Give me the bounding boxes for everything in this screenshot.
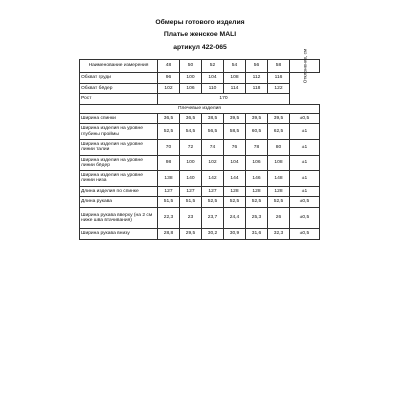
- cell-value: 70: [158, 139, 180, 155]
- name-column-header: Наименование измерения: [80, 60, 158, 73]
- cell-value: 108: [224, 73, 246, 84]
- cell-value: 25,3: [246, 207, 268, 228]
- row-name: Ширина изделия на уровне линии низа: [80, 171, 158, 187]
- row-name: Обхват груди: [80, 73, 158, 84]
- tolerance-value: ±1: [290, 186, 320, 197]
- cell-value: 106: [180, 83, 202, 94]
- header-row: [80, 60, 320, 73]
- size-header: 52: [202, 60, 224, 73]
- cell-value: 30,9: [224, 228, 246, 239]
- row-name: Ширина рукава внизу: [80, 228, 158, 239]
- tolerance-value: ±1: [290, 155, 320, 171]
- cell-value: 39,5: [246, 113, 268, 124]
- row-name: Обхват бёдер: [80, 83, 158, 94]
- cell-value: 122: [268, 83, 290, 94]
- table-row: [80, 155, 320, 171]
- cell-value: 128: [268, 186, 290, 197]
- cell-value: 52,5: [268, 197, 290, 208]
- table-row: [80, 207, 320, 228]
- cell-value: 74: [202, 139, 224, 155]
- cell-value: 22,3: [158, 207, 180, 228]
- tolerance-value: ±1: [290, 139, 320, 155]
- cell-value: 140: [180, 171, 202, 187]
- size-header: 50: [180, 60, 202, 73]
- cell-value: 60,5: [246, 124, 268, 140]
- cell-value: 76: [224, 139, 246, 155]
- row-name: Ширина изделия на уровне глубины проймы: [80, 124, 158, 140]
- cell-value: 54,5: [180, 124, 202, 140]
- cell-value: 72: [180, 139, 202, 155]
- cell-value: 24,4: [224, 207, 246, 228]
- size-header: 56: [246, 60, 268, 73]
- row-name: Ширина спинки: [80, 113, 158, 124]
- table-row: [80, 113, 320, 124]
- cell-value: 52,5: [158, 124, 180, 140]
- cell-value: 127: [158, 186, 180, 197]
- cell-value: 52,5: [202, 197, 224, 208]
- table-row: [80, 124, 320, 140]
- section-row: [80, 104, 320, 113]
- measurements-table: [79, 48, 320, 240]
- cell-value: 51,5: [180, 197, 202, 208]
- cell-value: 138: [158, 171, 180, 187]
- cell-value: 114: [224, 83, 246, 94]
- cell-value: 108: [268, 155, 290, 171]
- tolerance-value: ±1: [290, 124, 320, 140]
- cell-value: 38,5: [202, 113, 224, 124]
- cell-value: 23: [180, 207, 202, 228]
- cell-value: 148: [268, 171, 290, 187]
- product-name: Платье женское MALI: [163, 31, 237, 38]
- cell-value: 102: [158, 83, 180, 94]
- sheet-title: Обмеры готового изделия: [155, 19, 245, 26]
- table-row: [80, 197, 320, 208]
- row-name: Ширина изделия на уровне линии талии: [80, 139, 158, 155]
- tolerance-value: ±0,5: [290, 197, 320, 208]
- cell-value: 23,7: [202, 207, 224, 228]
- cell-value: 104: [224, 155, 246, 171]
- cell-value: 30,2: [202, 228, 224, 239]
- row-name: Длина изделия по спинке: [80, 186, 158, 197]
- row-name: Ширина изделия на уровне линии бёдер: [80, 155, 158, 171]
- cell-value: 39,5: [268, 113, 290, 124]
- cell-value: 56,5: [202, 124, 224, 140]
- cell-value: 96: [158, 73, 180, 84]
- cell-value: 142: [202, 171, 224, 187]
- cell-value: 100: [180, 73, 202, 84]
- row-name: Длина рукава: [80, 197, 158, 208]
- cell-value: 144: [224, 171, 246, 187]
- cell-value: 39,5: [224, 113, 246, 124]
- cell-value: 127: [202, 186, 224, 197]
- cell-value: 110: [202, 83, 224, 94]
- cell-value: 62,5: [268, 124, 290, 140]
- size-header: 54: [224, 60, 246, 73]
- height-value: 170: [158, 94, 290, 105]
- cell-value: 112: [246, 73, 268, 84]
- tolerance-value: ±0,5: [290, 228, 320, 239]
- cell-value: 102: [202, 155, 224, 171]
- tolerance-header-text: Отклонение, см: [302, 48, 307, 84]
- cell-value: 106: [246, 155, 268, 171]
- cell-value: 146: [246, 171, 268, 187]
- table-row: [80, 73, 320, 84]
- height-row: [80, 94, 320, 105]
- cell-value: 29,5: [180, 228, 202, 239]
- table-row: [80, 228, 320, 239]
- row-name: Ширина рукава вверху (на 2 см ниже шва втачивания): [80, 207, 158, 228]
- table-row: [80, 83, 320, 94]
- cell-value: 127: [180, 186, 202, 197]
- cell-value: 52,5: [246, 197, 268, 208]
- cell-value: 78: [246, 139, 268, 155]
- article-number: артикул 422-065: [173, 44, 227, 51]
- cell-value: 58,5: [224, 124, 246, 140]
- cell-value: 100: [180, 155, 202, 171]
- cell-value: 26: [268, 207, 290, 228]
- cell-value: 118: [246, 83, 268, 94]
- cell-value: 28,8: [158, 228, 180, 239]
- size-header: 58: [268, 60, 290, 73]
- cell-value: 116: [268, 73, 290, 84]
- tolerance-value: ±0,5: [290, 207, 320, 228]
- cell-value: 36,5: [158, 113, 180, 124]
- cell-value: 52,5: [224, 197, 246, 208]
- cell-value: 31,6: [246, 228, 268, 239]
- table-row: [80, 186, 320, 197]
- cell-value: 104: [202, 73, 224, 84]
- tolerance-value: ±1: [290, 171, 320, 187]
- row-name: Рост: [80, 94, 158, 105]
- cell-value: 32,3: [268, 228, 290, 239]
- tolerance-column-header: [290, 48, 320, 84]
- cell-value: 36,5: [180, 113, 202, 124]
- cell-value: 128: [224, 186, 246, 197]
- section-title: Плечевые изделия: [80, 104, 320, 113]
- table-row: [80, 171, 320, 187]
- cell-value: 80: [268, 139, 290, 155]
- cell-value: 51,5: [158, 197, 180, 208]
- tolerance-value: ±0,5: [290, 113, 320, 124]
- table-row: [80, 139, 320, 155]
- size-header: 48: [158, 60, 180, 73]
- cell-value: 128: [246, 186, 268, 197]
- cell-value: 98: [158, 155, 180, 171]
